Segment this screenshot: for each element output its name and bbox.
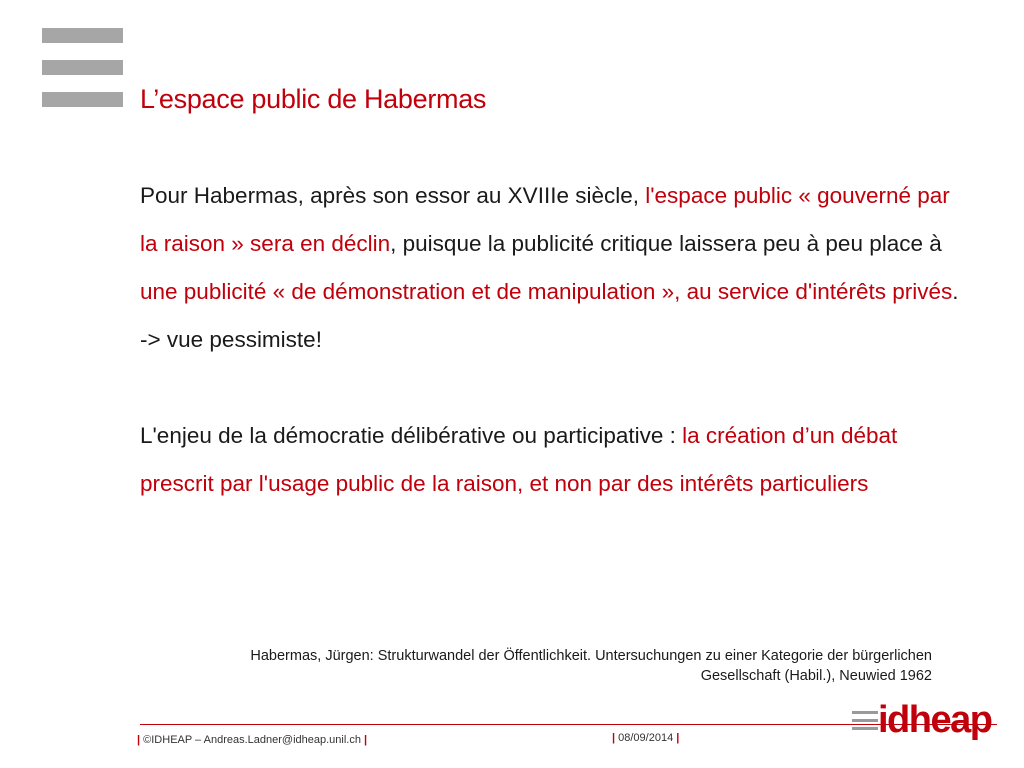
slide-title: L’espace public de Habermas [140, 84, 487, 114]
date-pipe-left: | [612, 732, 616, 744]
menu-bar-middle [42, 60, 123, 75]
footer-date [612, 732, 679, 744]
paragraph2-highlight: la création d’un débat prescrit par l'usage public de la raison, et non par des intérêts particuliers [140, 423, 898, 496]
bibliographic-reference [112, 646, 932, 686]
reference-line-2: Gesellschaft (Habil.), Neuwied 1962 [700, 668, 932, 684]
paragraph1-text-1: Pour Habermas, après son essor au XVIIIe siècle, [140, 183, 646, 208]
paragraph-conclusion: -> vue pessimiste! [140, 327, 322, 352]
paragraph-habermas [140, 172, 970, 316]
paragraph1-text-2: , puisque la publicité critique laissera peu à peu place à [390, 231, 942, 256]
paragraph2-text: L'enjeu de la démocratie délibérative ou participative : [140, 423, 683, 448]
paragraph1-highlight-2: une publicité « de démonstration et de manipulation », au service d'intérêts privés [140, 279, 953, 304]
footer-pipe-left: | [137, 734, 141, 746]
date-pipe-right: | [676, 732, 680, 744]
slide-body [140, 172, 970, 508]
footer-copyright-text: ©IDHEAP – Andreas.Ladner@idheap.unil.ch [143, 734, 361, 746]
menu-bar-bottom [42, 92, 123, 107]
paragraph-enjeu [140, 412, 970, 508]
footer-date-text: 08/09/2014 [618, 732, 674, 744]
reference-line-1: Habermas, Jürgen: Strukturwandel der Öffentlichkeit. Untersuchungen zu einer Kategorie der bürgerlichen [250, 648, 932, 664]
menu-bars-icon [42, 28, 123, 108]
footer-copyright [137, 734, 367, 746]
paragraph-gap [140, 364, 970, 412]
logo-wordmark: idheap [878, 699, 992, 741]
idheap-logo [852, 699, 992, 744]
footer-pipe-right: | [364, 734, 368, 746]
paragraph1-highlight-1: l'espace public « gouverné par la raison » sera en déclin [140, 183, 950, 256]
paragraph1-period: . [952, 279, 959, 304]
logo-lines-icon [852, 711, 878, 731]
menu-bar-top [42, 28, 123, 43]
